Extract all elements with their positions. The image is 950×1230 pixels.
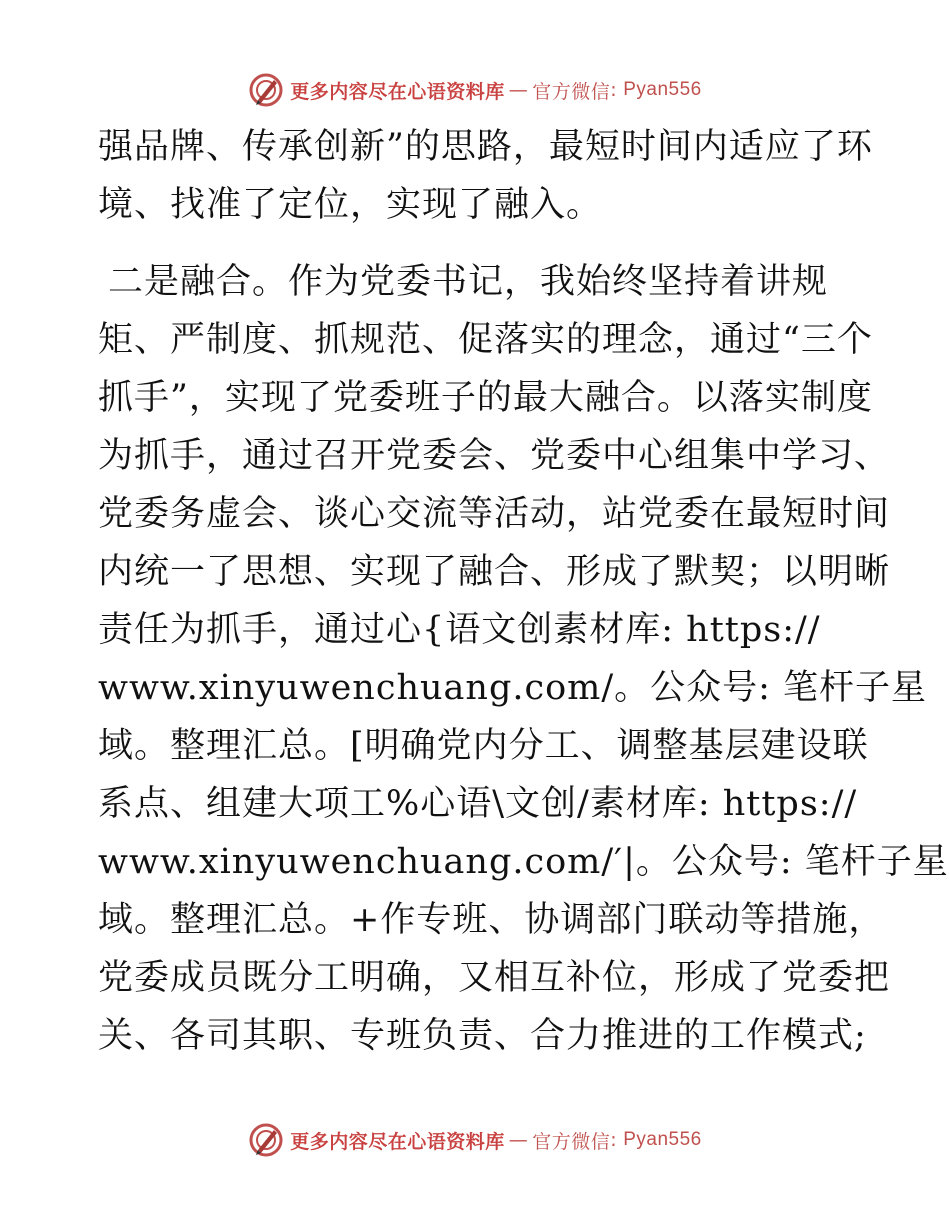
text-line: www.xinyuwenchuang.com/′|。公众号: 笔杆子星 [98, 842, 949, 882]
watermark-text [290, 1127, 701, 1154]
footer-watermark-banner [0, 1120, 950, 1160]
watermark-text [290, 77, 701, 104]
watermark-separator: : [610, 79, 618, 101]
watermark-separator: : [610, 1129, 618, 1151]
pen-emblem-icon [248, 72, 284, 108]
pen-emblem-icon [248, 1122, 284, 1158]
paragraph-2 [98, 253, 949, 1065]
watermark-dash: — [508, 1129, 529, 1151]
text-line: 抓手”，实现了党委班子的最大融合。以落实制度 [98, 378, 873, 418]
paragraph-1 [98, 118, 873, 234]
text-line: 关、各司其职、专班负责、合力推进的工作模式; [98, 1016, 867, 1056]
watermark-wechat-id: Pyan556 [623, 79, 702, 100]
watermark-wechat-label: 官方微信 [532, 80, 611, 103]
text-line: 域。整理汇总。[明确党内分工、调整基层建设联 [98, 726, 869, 766]
text-line: 党委成员既分工明确，又相互补位，形成了党委把 [98, 958, 891, 998]
text-line: 系点、组建大项工%心语\文创/素材库: https:// [98, 784, 858, 824]
watermark-dash: — [508, 79, 529, 101]
text-line: 强品牌、传承创新”的思路，最短时间内适应了环 [98, 127, 873, 167]
document-body [98, 118, 949, 1065]
watermark-wechat-id: Pyan556 [623, 1129, 702, 1150]
text-line: 域。整理汇总。+作专班、协调部门联动等措施， [98, 900, 885, 940]
text-line: www.xinyuwenchuang.com/。公众号: 笔杆子星 [98, 668, 928, 708]
watermark-brand: 更多内容尽在心语资料库 [290, 80, 505, 103]
watermark-wechat-label: 官方微信 [532, 1130, 611, 1153]
text-line: 为抓手，通过召开党委会、党委中心组集中学习、 [98, 436, 891, 476]
text-line: 二是融合。作为党委书记，我始终坚持着讲规 [108, 262, 829, 302]
text-line: 内统一了思想、实现了融合、形成了默契；以明晰 [98, 552, 891, 592]
watermark-brand: 更多内容尽在心语资料库 [290, 1130, 505, 1153]
text-line: 矩、严制度、抓规范、促落实的理念，通过“三个 [98, 320, 873, 360]
text-line: 责任为抓手，通过心{语文创素材库: https:// [98, 610, 821, 650]
header-watermark-banner [0, 70, 950, 110]
text-line: 党委务虚会、谈心交流等活动，站党委在最短时间 [98, 494, 891, 534]
text-line: 境、找准了定位，实现了融入。 [98, 185, 603, 225]
